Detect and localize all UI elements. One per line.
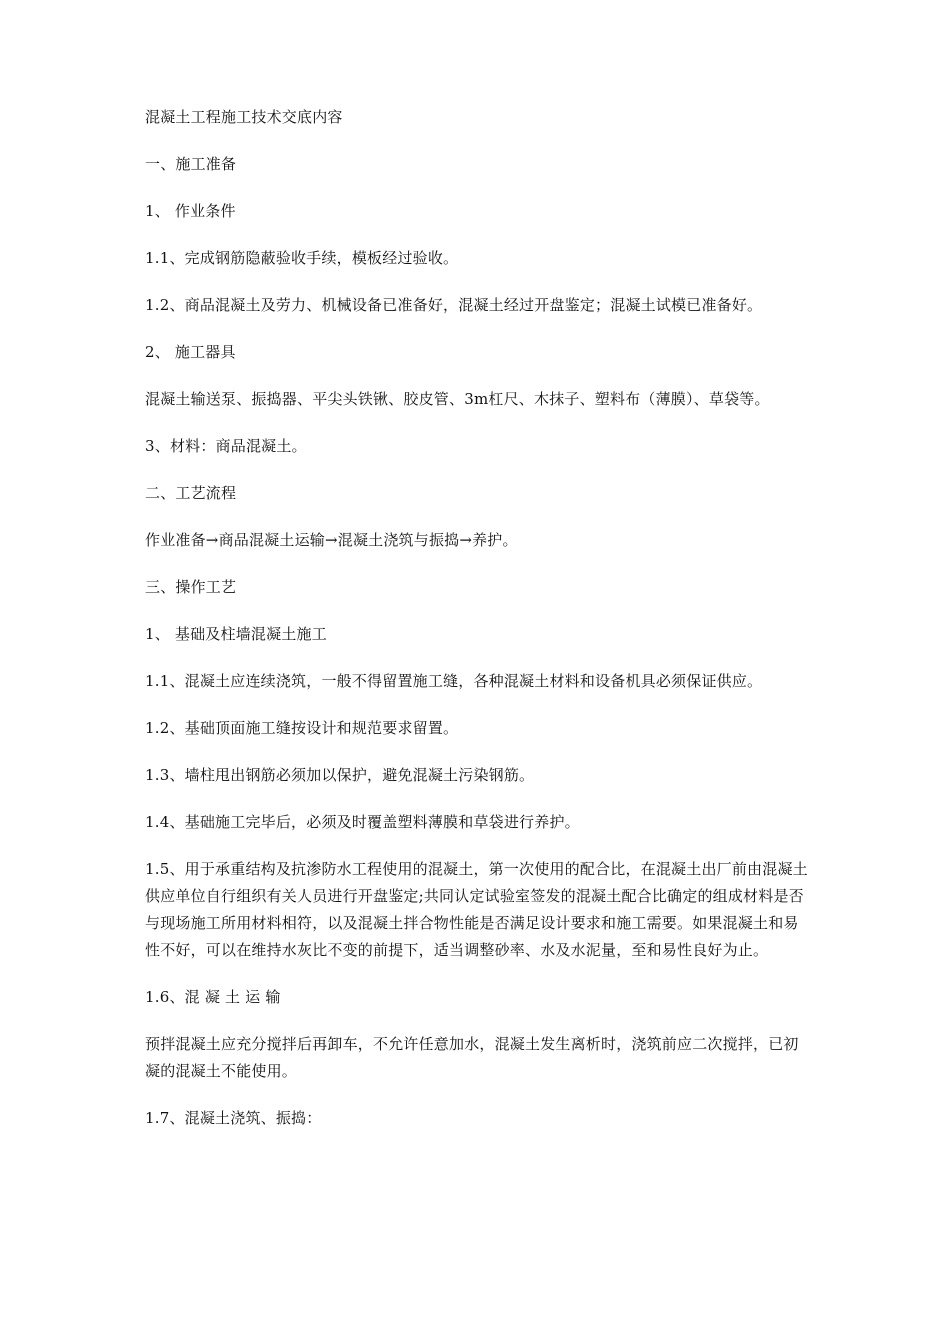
paragraph: 1.2、基础顶面施工缝按设计和规范要求留置。 bbox=[145, 719, 459, 737]
paragraph: 1.1、混凝土应连续浇筑，一般不得留置施工缝，各种混凝土材料和设备机具必须保证供应。 bbox=[145, 672, 763, 690]
paragraph: 混凝土输送泵、振捣器、平尖头铁锹、胶皮管、3m杠尺、木抹子、塑料布（薄膜）、草袋等。 bbox=[145, 390, 770, 408]
subheading-pouring: 1.7、混凝土浇筑、振捣： bbox=[145, 1109, 322, 1127]
document-title: 混凝土工程施工技术交底内容 bbox=[145, 108, 343, 126]
paragraph: 预拌混凝土应充分搅拌后再卸车，不允许任意加水，混凝土发生离析时，浇筑前应二次搅拌，已初凝的混凝土不能使用。 bbox=[145, 1035, 799, 1080]
subheading-foundation: 1、 基础及柱墙混凝土施工 bbox=[145, 625, 327, 643]
paragraph: 作业准备→商品混凝土运输→混凝土浇筑与振捣→养护。 bbox=[145, 531, 518, 549]
paragraph: 3、材料：商品混凝土。 bbox=[145, 437, 307, 455]
section-heading-operation: 三、操作工艺 bbox=[145, 578, 237, 596]
subheading-tools: 2、 施工器具 bbox=[145, 343, 236, 361]
paragraph: 1.1、完成钢筋隐蔽验收手续，模板经过验收。 bbox=[145, 249, 459, 267]
subheading-transport: 1.6、混 凝 土 运 输 bbox=[145, 988, 281, 1006]
section-heading-process-flow: 二、工艺流程 bbox=[145, 484, 237, 502]
paragraph: 1.5、用于承重结构及抗渗防水工程使用的混凝土，第一次使用的配合比，在混凝土出厂前由混凝土供应单位自行组织有关人员进行开盘鉴定;共同认定试验室签发的混凝土配合比确定的组成材料是否与现场施工所用材料相符，以及混凝土拌合物性能是否满足设计要求和施工需要。如果混凝土和易性不好，可以在维持水灰比不变的前提下，适当调整砂率、水及水泥量，至和易性良好为止。 bbox=[145, 860, 808, 959]
paragraph: 1.4、基础施工完毕后，必须及时覆盖塑料薄膜和草袋进行养护。 bbox=[145, 813, 580, 831]
subheading-work-conditions: 1、 作业条件 bbox=[145, 202, 236, 220]
paragraph: 1.3、墙柱甩出钢筋必须加以保护，避免混凝土污染钢筋。 bbox=[145, 766, 535, 784]
document-page bbox=[145, 104, 810, 1132]
paragraph: 1.2、商品混凝土及劳力、机械设备已准备好，混凝土经过开盘鉴定；混凝土试模已准备好。 bbox=[145, 296, 763, 314]
section-heading-preparation: 一、施工准备 bbox=[145, 155, 237, 173]
